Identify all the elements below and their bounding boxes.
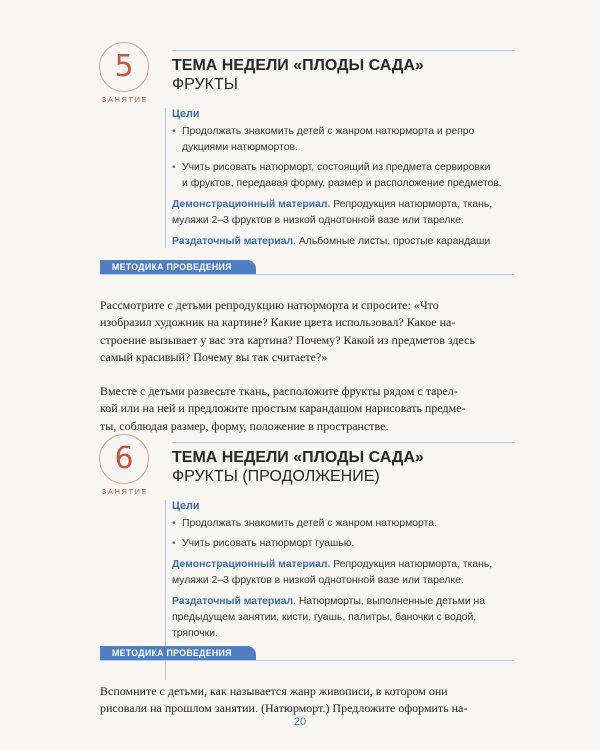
handout-material-label: Раздаточный материал. [172,236,296,247]
bullet-icon: • [172,162,176,173]
handout-material-text: Альбомные листы, простые карандаши [295,236,491,247]
bullet-icon: • [172,518,176,529]
week-theme-title: ТЕМА НЕДЕЛИ «ПЛОДЫ САДА» [172,449,424,466]
goal-text: Учить рисовать натюрморт гуашью. [182,538,355,549]
lesson-number-badge: 5 [99,42,149,92]
demo-material [172,557,516,589]
goals-side-rule [165,108,166,248]
demo-material-text: Репродукция натюрморта, ткань, муляжи 2–3 фруктов в низкой однотонной вазе или тарелке. [172,559,493,586]
goal-text: Продолжать знакомить детей с жанром натюрморта. [182,518,437,529]
lesson-number-badge: 6 [99,434,149,484]
title-rule [172,50,515,51]
lesson-subtitle: ФРУКТЫ [172,76,238,93]
goal-item [172,516,516,532]
lesson-number-label: ЗАНЯТИЕ [101,487,149,496]
handout-material-label: Раздаточный материал. [172,596,296,607]
demo-material-label: Демонстрационный материал. [172,559,331,570]
goal-item [172,160,516,192]
handout-material [172,594,516,642]
goals-heading: Цели [172,108,200,120]
goals-block [172,498,516,645]
handout-material-text: Натюрморты, выполненные детьми на предыдущем занятии, кисти, гуашь, палитры, баночки с водой, тряпочки. [172,596,486,639]
demo-material-text: Репродукция натюрморта, ткань, муляжи 2–3 фруктов в низкой однотонной вазе или тарелке. [172,199,493,226]
goals-block [172,106,516,253]
method-paragraph: Вспомните с детьми, как называется жанр живописи, в котором они рисовали на прошлом занятии. (Натюрморт.) Предложите оформить на- [100,684,468,716]
lesson-subtitle: ФРУКТЫ (ПРОДОЛЖЕНИЕ) [172,468,380,485]
demo-material [172,197,516,229]
method-paragraph: Вместе с детьми развесьте ткань, расположите фрукты рядом с тарел- кой или на ней и предложите простым карандашом нарисовать предме- ты, соблюдая размер, форму, положение в пространстве. [100,384,466,433]
week-theme-title: ТЕМА НЕДЕЛИ «ПЛОДЫ САДА» [172,57,424,74]
goal-text: Учить рисовать натюрморт, состоящий из предмета сервировки и фруктов, передавая форму, размер и расположение предметов. [182,162,502,189]
method-paragraph: Рассмотрите с детьми репродукцию натюрморта и спросите: «Что изобразил художник на картине? Какие цвета использовал? Какое на- строение вызывает у вас эта картина? Почему? Какой из предметов здесь самый красивый? Почему вы так считаете?» [100,298,475,364]
bullet-icon: • [172,126,176,137]
method-heading: МЕТОДИКА ПРОВЕДЕНИЯ [100,646,256,660]
goal-text: Продолжать знакомить детей с жанром натюрморта и репро дукциями натюрмортов. [182,126,475,153]
handout-material [172,234,516,250]
lesson-number-label: ЗАНЯТИЕ [101,95,149,104]
page-number: 20 [293,716,307,728]
title-rule [172,442,515,443]
goals-heading: Цели [172,500,200,512]
goal-item [172,536,516,552]
method-text [100,280,515,452]
demo-material-label: Демонстрационный материал. [172,199,331,210]
method-heading: МЕТОДИКА ПРОВЕДЕНИЯ [100,260,256,274]
bullet-icon: • [172,538,176,549]
goal-item [172,124,516,156]
method-heading-bar [100,646,514,661]
method-heading-bar [100,260,514,275]
